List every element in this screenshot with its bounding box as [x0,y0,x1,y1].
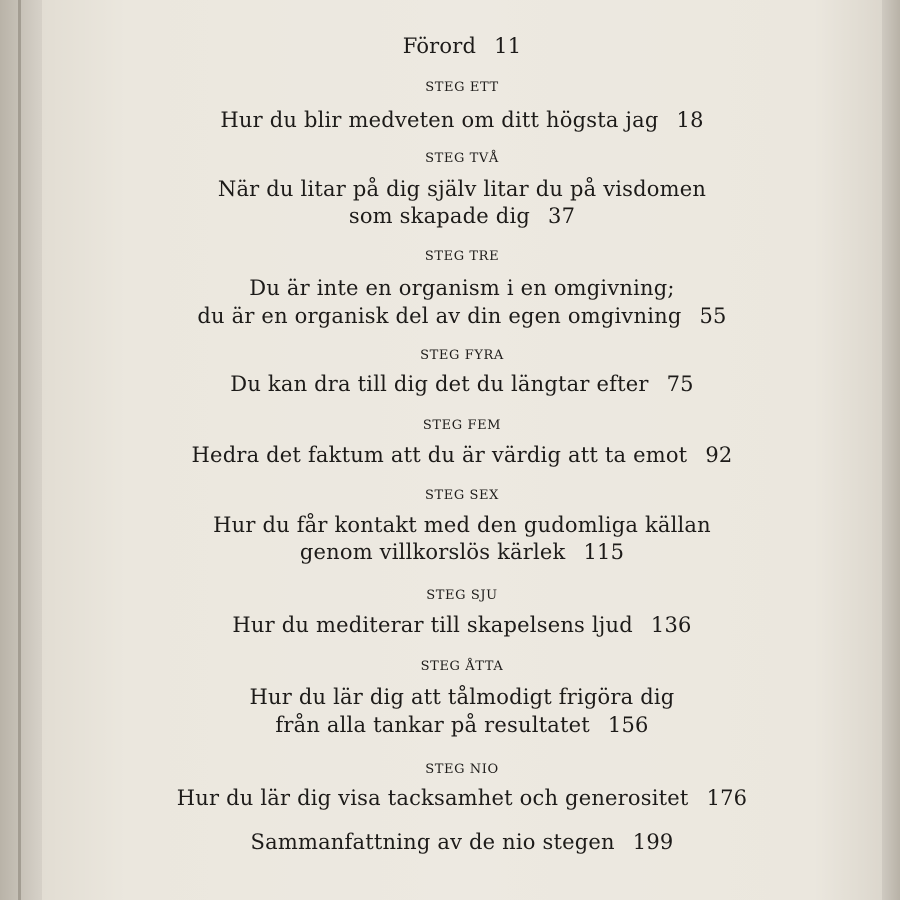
page-number: 55 [699,304,727,328]
toc-entry-step-3-line-1 [42,276,882,300]
entry-title: Hur du lär dig visa tacksamhet och generositet [176,786,689,810]
toc-entry-step-6-line-2 [42,540,882,564]
entry-title: Sammanfattning av de nio stegen [250,830,615,854]
entry-title: När du litar på dig själv litar du på visdomen [217,177,707,201]
entry-title: Hur du lär dig att tålmodigt frigöra dig [249,685,675,709]
toc-entry-step-8-line-2 [42,713,882,737]
toc-entry-step-2-line-2 [42,204,882,228]
step-label: STEG SEX [424,488,500,503]
entry-title: från alla tankar på resultatet [275,713,590,737]
step-label: STEG ETT [425,80,499,95]
page-number: 75 [666,372,694,396]
page-number: 156 [607,713,649,737]
toc-entry-step-8-line-1 [42,685,882,709]
toc-entry-step-2-line-1 [42,177,882,201]
toc-entry-summary [42,830,882,854]
step-label: STEG ÅTTA [420,659,504,674]
page-number: 115 [583,540,625,564]
toc-entry-step-3-line-2 [42,304,882,328]
toc-entry-step-6-line-1 [42,513,882,537]
entry-title: Hedra det faktum att du är värdig att ta emot [191,443,688,467]
entry-title: Du kan dra till dig det du längtar efter [230,372,649,396]
opposite-page-edge [18,0,21,900]
page-number: 37 [548,204,576,228]
table-of-contents [42,0,882,900]
entry-title: Hur du mediterar till skapelsens ljud [232,613,633,637]
page-number: 136 [650,613,692,637]
step-label: STEG FEM [422,418,502,433]
entry-title: Hur du får kontakt med den gudomliga källan [213,513,711,537]
entry-title: du är en organisk del av din egen omgivning [197,304,682,328]
toc-entry-step-5 [42,443,882,467]
step-label: STEG TVÅ [425,151,499,166]
toc-entry-step-9 [42,786,882,810]
step-label: STEG FYRA [420,348,504,363]
entry-title: genom villkorslös kärlek [299,540,566,564]
page-number: 199 [632,830,674,854]
entry-title: Hur du blir medveten om ditt högsta jag [220,108,659,132]
page-number: 11 [494,34,522,58]
toc-entry-step-4 [42,372,882,396]
step-label: STEG NIO [425,762,499,777]
entry-title: som skapade dig [348,204,531,228]
step-label: STEG SJU [426,588,498,603]
entry-title: Förord [402,34,477,58]
page-right-edge [882,0,900,900]
step-label: STEG TRE [424,249,500,264]
toc-entry-step-1 [42,108,882,132]
page-number: 92 [705,443,733,467]
toc-entry-foreword [42,34,882,58]
page-number: 176 [706,786,748,810]
entry-title: Du är inte en organism i en omgivning; [249,276,675,300]
toc-entry-step-7 [42,613,882,637]
page-number: 18 [676,108,704,132]
